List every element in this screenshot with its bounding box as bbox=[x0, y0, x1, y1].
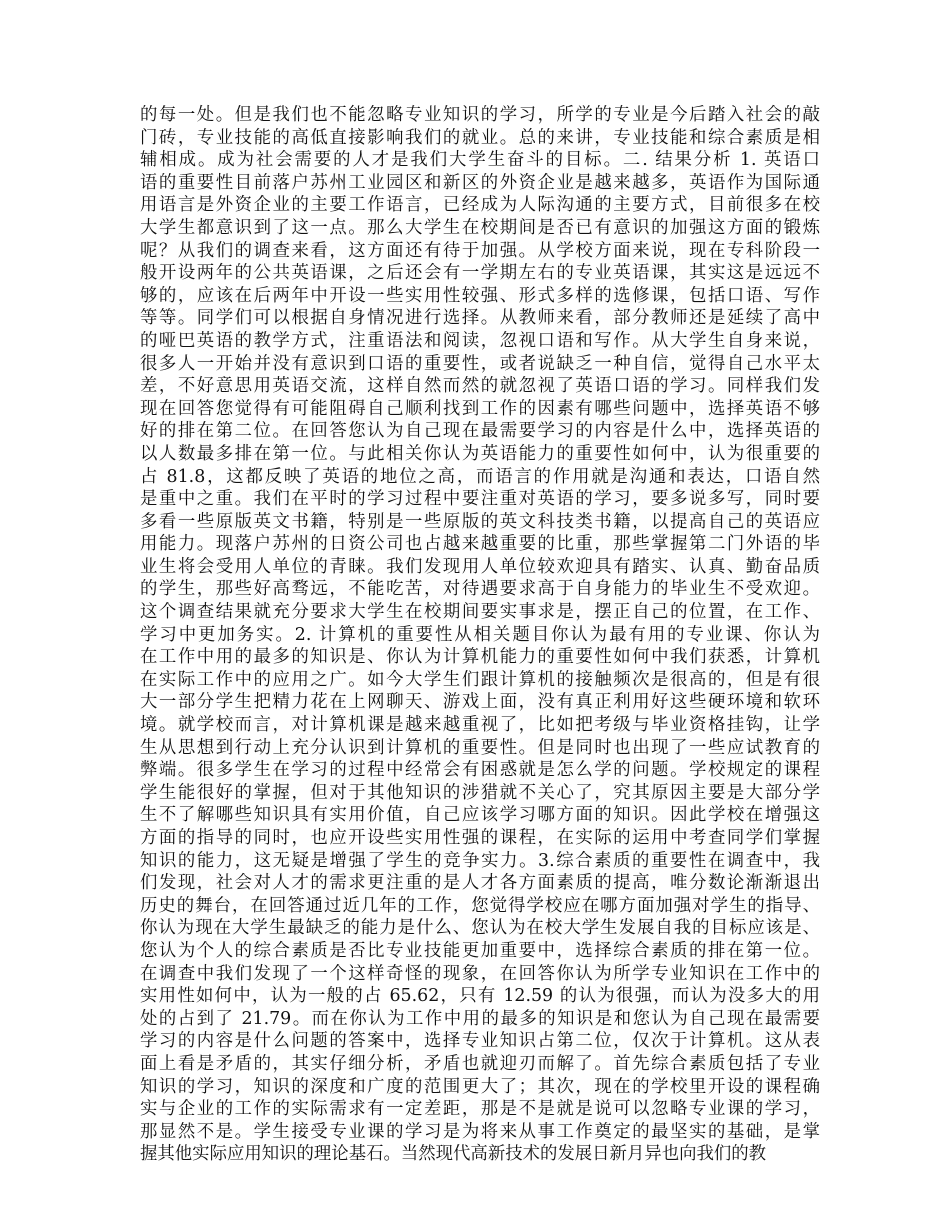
text-line: 多看一些原版英文书籍，特别是一些原版的英文科技类书籍，以提高自己的英语应 bbox=[140, 511, 820, 532]
text-line: 的学生，那些好高骛远，不能吃苦，对待遇要求高于自身能力的毕业生不受欢迎。 bbox=[140, 579, 820, 600]
text-line: 呢？从我们的调查来看，这方面还有待于加强。从学校方面来说，现在专科阶段一 bbox=[140, 240, 820, 261]
text-line: 好的排在第二位。在回答您认为自己现在最需要学习的内容是什么中，选择英语的 bbox=[140, 421, 820, 442]
text-line: 面上看是矛盾的，其实仔细分析，矛盾也就迎刃而解了。首先综合素质包括了专业 bbox=[140, 1053, 820, 1074]
text-line: 你认为现在大学生最缺乏的能力是什么、您认为在校大学生发展自我的目标应该是、 bbox=[140, 918, 820, 939]
text-line: 实与企业的工作的实际需求有一定差距，那是不是就是说可以忽略专业课的学习， bbox=[140, 1099, 820, 1120]
text-line: 辅相成。成为社会需要的人才是我们大学生奋斗的目标。二. 结果分析 1. 英语口 bbox=[140, 150, 820, 171]
text-line: 的哑巴英语的教学方式，注重语法和阅读，忽视口语和写作。从大学生自身来说， bbox=[140, 330, 820, 351]
text-line: 很多人一开始并没有意识到口语的重要性，或者说缺乏一种自信，觉得自己水平太 bbox=[140, 353, 820, 374]
text-line: 用语言是外资企业的主要工作语言，已经成为人际沟通的主要方式，目前很多在校 bbox=[140, 195, 820, 216]
text-line: 在工作中用的最多的知识是、你认为计算机能力的重要性如何中我们获悉，计算机 bbox=[140, 647, 820, 668]
text-line: 处的占到了 21.79。而在你认为工作中用的最多的知识是和您认为自己现在最需要 bbox=[140, 1008, 820, 1029]
text-line: 够的，应该在后两年中开设一些实用性较强、形式多样的选修课，包括口语、写作 bbox=[140, 285, 820, 306]
text-line: 般开设两年的公共英语课，之后还会有一学期左右的专业英语课，其实这是远远不 bbox=[140, 263, 820, 284]
text-line: 以人数最多排在第一位。与此相关你认为英语能力的重要性如何中，认为很重要的 bbox=[140, 443, 820, 464]
text-line: 现在回答您觉得有可能阻碍自己顺利找到工作的因素有哪些问题中，选择英语不够 bbox=[140, 398, 820, 419]
text-line: 生从思想到行动上充分认识到计算机的重要性。但是同时也出现了一些应试教育的 bbox=[140, 737, 820, 758]
text-line: 在调查中我们发现了一个这样奇怪的现象，在回答你认为所学专业知识在工作中的 bbox=[140, 963, 820, 984]
text-line: 业生将会受用人单位的青睐。我们发现用人单位较欢迎具有踏实、认真、勤奋品质 bbox=[140, 556, 820, 577]
text-line: 们发现，社会对人才的需求更注重的是人才各方面素质的提高，唯分数论渐渐退出 bbox=[140, 873, 820, 894]
text-line: 是重中之重。我们在平时的学习过程中要注重对英语的学习，要多说多写，同时要 bbox=[140, 489, 820, 510]
text-line: 生不了解哪些知识具有实用价值，自己应该学习哪方面的知识。因此学校在增强这 bbox=[140, 805, 820, 826]
text-line: 握其他实际应用知识的理论基石。当然现代高新技术的发展日新月异也向我们的教 bbox=[140, 1144, 767, 1165]
text-line: 语的重要性目前落户苏州工业园区和新区的外资企业是越来越多，英语作为国际通 bbox=[140, 172, 820, 193]
text-line: 差，不好意思用英语交流，这样自然而然的就忽视了英语口语的学习。同样我们发 bbox=[140, 376, 820, 397]
text-line: 实用性如何中，认为一般的占 65.62，只有 12.59 的认为很强，而认为没多大的用 bbox=[140, 986, 820, 1007]
text-line: 方面的指导的同时，也应开设些实用性强的课程，在实际的运用中考查同学们掌握 bbox=[140, 828, 820, 848]
text-line: 大学生都意识到了这一点。那么大学生在校期间是否已有意识的加强这方面的锻炼 bbox=[140, 217, 820, 238]
text-line: 知识的学习，知识的深度和广度的范围更大了；其次，现在的学校里开设的课程确 bbox=[140, 1076, 820, 1097]
text-line: 门砖，专业技能的高低直接影响我们的就业。总的来讲，专业技能和综合素质是相 bbox=[140, 127, 820, 148]
text-line: 等等。同学们可以根据自身情况进行选择。从教师来看，部分教师还是延续了高中 bbox=[140, 308, 820, 329]
text-line: 弊端。很多学生在学习的过程中经常会有困惑就是怎么学的问题。学校规定的课程 bbox=[140, 760, 820, 781]
text-line: 在实际工作中的应用之广。如今大学生们跟计算机的接触频次是很高的，但是有很 bbox=[140, 669, 820, 690]
text-line: 学习的内容是什么问题的答案中，选择专业知识占第二位，仅次于计算机。这从表 bbox=[140, 1031, 820, 1052]
text-line: 学习中更加务实。2. 计算机的重要性从相关题目你认为最有用的专业课、你认为 bbox=[140, 624, 820, 645]
text-line: 占 81.8，这都反映了英语的地位之高，而语言的作用就是沟通和表达，口语自然 bbox=[140, 466, 820, 487]
text-line: 那显然不是。学生接受专业课的学习是为将来从事工作奠定的最坚实的基础，是掌 bbox=[140, 1121, 820, 1142]
text-line: 这个调查结果就充分要求大学生在校期间要实事求是，摆正自己的位置，在工作、 bbox=[140, 602, 820, 623]
text-line: 大一部分学生把精力花在上网聊天、游戏上面，没有真正利用好这些硬环境和软环 bbox=[140, 692, 820, 713]
text-line: 的每一处。但是我们也不能忽略专业知识的学习，所学的专业是今后踏入社会的敲 bbox=[140, 105, 820, 125]
text-line: 学生能很好的掌握，但对于其他知识的涉猎就不关心了，究其原因主要是大部分学 bbox=[140, 782, 820, 803]
text-line: 历史的舞台，在回答通过近几年的工作，您觉得学校应在哪方面加强对学生的指导、 bbox=[140, 895, 820, 916]
text-line: 用能力。现落户苏州的日资公司也占越来越重要的比重，那些掌握第二门外语的毕 bbox=[140, 534, 820, 555]
text-line: 境。就学校而言，对计算机课是越来越重视了，比如把考级与毕业资格挂钩，让学 bbox=[140, 715, 820, 736]
body-text bbox=[140, 104, 820, 1166]
text-line: 知识的能力，这无疑是增强了学生的竞争实力。3.综合素质的重要性在调查中，我 bbox=[140, 850, 820, 871]
text-line: 您认为个人的综合素质是否比专业技能更加重要中，选择综合素质的排在第一位。 bbox=[140, 940, 820, 961]
